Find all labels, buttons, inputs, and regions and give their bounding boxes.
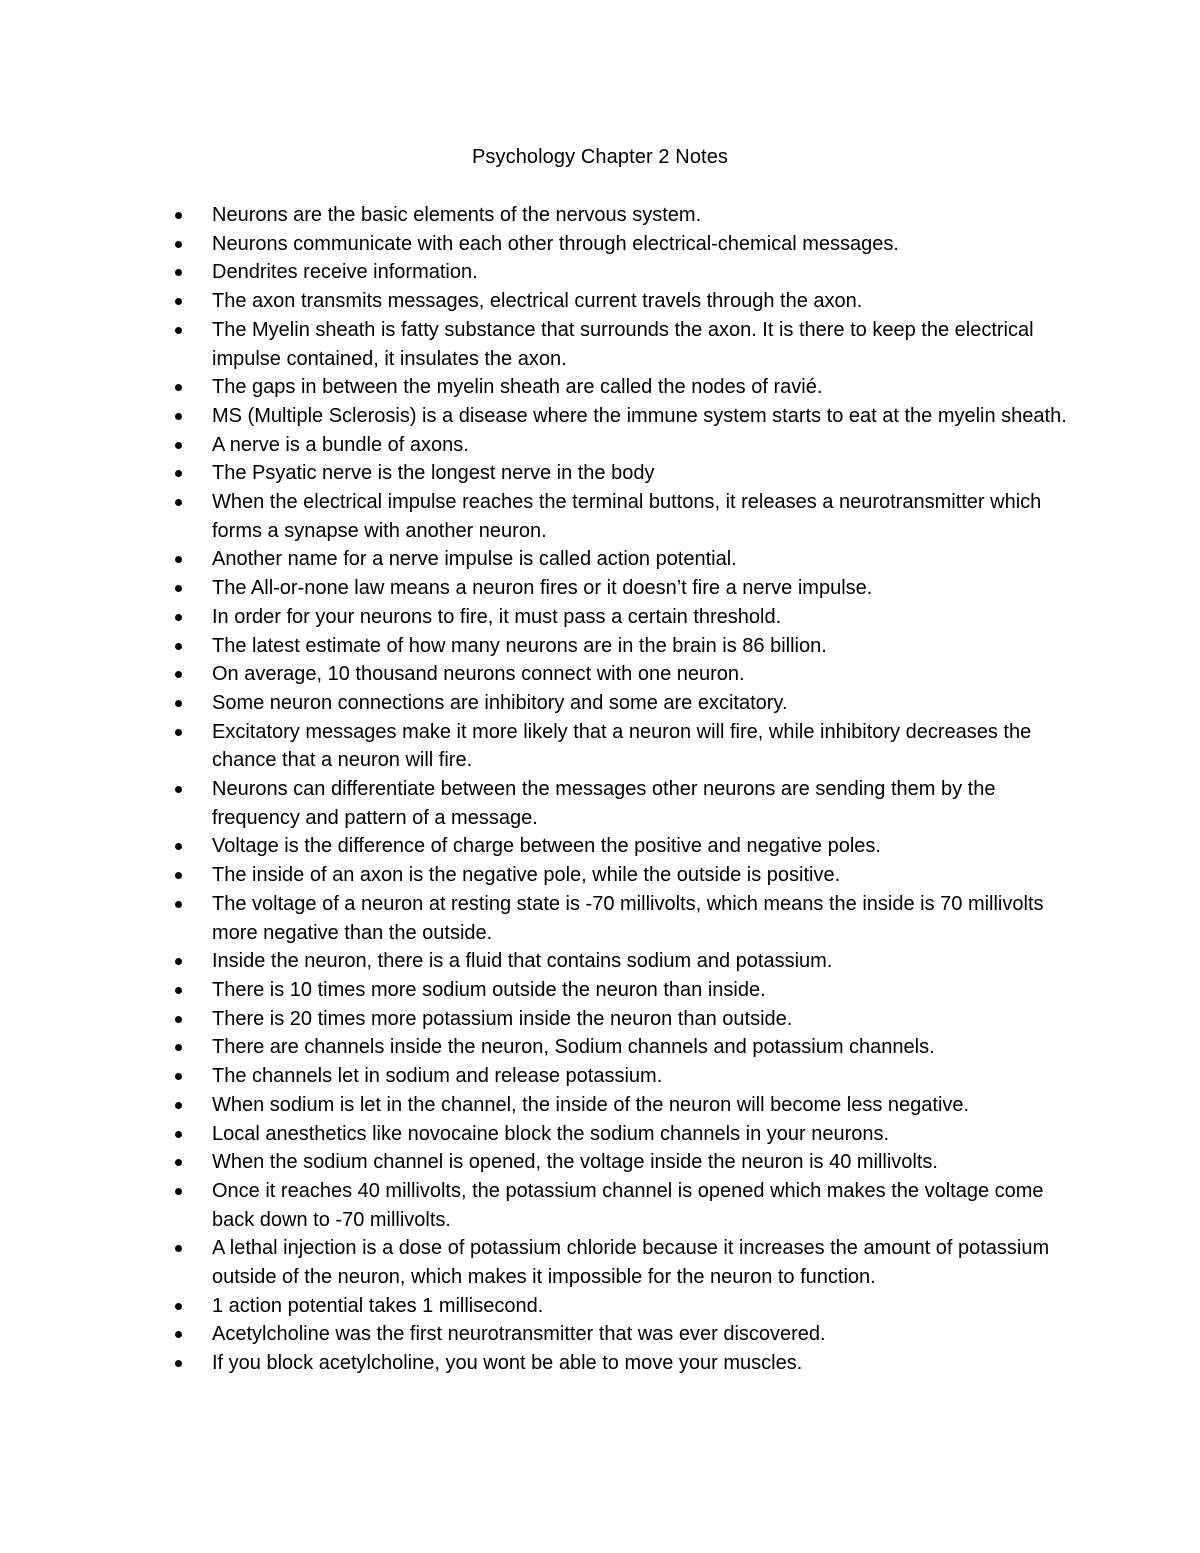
- bullet-icon: [175, 872, 182, 879]
- bullet-icon: [175, 298, 182, 305]
- note-text: On average, 10 thousand neurons connect with one neuron.: [212, 663, 745, 686]
- note-text: Voltage is the difference of charge between the positive and negative poles.: [212, 835, 881, 858]
- note-text: There is 20 times more potassium inside the neuron than outside.: [212, 1007, 793, 1030]
- list-item: [212, 689, 1072, 718]
- bullet-icon: [175, 556, 182, 563]
- list-item: [212, 1320, 1072, 1349]
- note-text: The All-or-none law means a neuron fires or it doesn’t fire a nerve impulse.: [212, 577, 873, 600]
- note-text: Once it reaches 40 millivolts, the potassium channel is opened which makes the voltage come back down to -70 millivolts.: [212, 1179, 1044, 1231]
- list-item: [212, 603, 1072, 632]
- list-item: [212, 230, 1072, 259]
- list-item: [212, 976, 1072, 1005]
- list-item: [212, 545, 1072, 574]
- list-item: [212, 402, 1072, 431]
- document-title: Psychology Chapter 2 Notes: [471, 146, 729, 168]
- list-item: [212, 201, 1072, 230]
- list-item: [212, 287, 1072, 316]
- list-item: [212, 1349, 1072, 1378]
- list-item: [212, 459, 1072, 488]
- bullet-icon: [175, 700, 182, 707]
- note-text: A nerve is a bundle of axons.: [212, 433, 469, 456]
- bullet-icon: [175, 1159, 182, 1166]
- bullet-icon: [175, 1016, 182, 1023]
- note-text: The channels let in sodium and release potassium.: [212, 1065, 663, 1088]
- bullet-icon: [175, 585, 182, 592]
- notes-list: [212, 201, 1072, 1378]
- note-text: Dendrites receive information.: [212, 261, 478, 284]
- bullet-icon: [175, 671, 182, 678]
- bullet-icon: [175, 470, 182, 477]
- list-item: [212, 373, 1072, 402]
- list-item: [212, 890, 1072, 947]
- note-text: Inside the neuron, there is a fluid that contains sodium and potassium.: [212, 950, 833, 973]
- list-item: [212, 947, 1072, 976]
- bullet-icon: [175, 958, 182, 965]
- note-text: Some neuron connections are inhibitory and some are excitatory.: [212, 691, 788, 714]
- note-text: 1 action potential takes 1 millisecond.: [212, 1294, 544, 1317]
- list-item: [212, 861, 1072, 890]
- note-text: Neurons are the basic elements of the nervous system.: [212, 204, 702, 226]
- list-item: [212, 660, 1072, 689]
- note-text: A lethal injection is a dose of potassium chloride because it increases the amount of potassium outside of the neuron, which makes it impossible for the neuron to function.: [212, 1237, 1050, 1289]
- bullet-icon: [175, 643, 182, 650]
- bullet-icon: [175, 1188, 182, 1195]
- bullet-icon: [175, 1360, 182, 1367]
- bullet-icon: [175, 1102, 182, 1109]
- note-text: Neurons can differentiate between the messages other neurons are sending them by the frequency and pattern of a message.: [212, 778, 996, 829]
- note-text: When the electrical impulse reaches the terminal buttons, it releases a neurotransmitter which forms a synapse with another neuron.: [212, 491, 1042, 542]
- bullet-icon: [175, 1044, 182, 1051]
- bullet-icon: [175, 1303, 182, 1310]
- note-text: The inside of an axon is the negative pole, while the outside is positive.: [212, 864, 841, 887]
- note-text: If you block acetylcholine, you wont be able to move your muscles.: [212, 1352, 803, 1375]
- note-text: MS (Multiple Sclerosis) is a disease where the immune system starts to eat at the myelin sheath.: [212, 404, 1067, 427]
- note-text: The gaps in between the myelin sheath are called the nodes of ravié.: [212, 376, 823, 399]
- list-item: [212, 258, 1072, 287]
- bullet-icon: [175, 1073, 182, 1080]
- bullet-icon: [175, 327, 182, 334]
- note-text: There are channels inside the neuron, Sodium channels and potassium channels.: [212, 1036, 935, 1059]
- list-item: [212, 488, 1072, 545]
- list-item: [212, 775, 1072, 832]
- bullet-icon: [175, 413, 182, 420]
- note-text: The latest estimate of how many neurons are in the brain is 86 billion.: [212, 634, 827, 657]
- list-item: [212, 1091, 1072, 1120]
- bullet-icon: [175, 614, 182, 621]
- note-text: The axon transmits messages, electrical current travels through the axon.: [212, 290, 863, 313]
- note-text: There is 10 times more sodium outside the neuron than inside.: [212, 978, 766, 1001]
- bullet-icon: [175, 901, 182, 908]
- list-item: [212, 574, 1072, 603]
- bullet-icon: [175, 1131, 182, 1138]
- note-text: When sodium is let in the channel, the inside of the neuron will become less negative.: [212, 1093, 970, 1116]
- note-text: When the sodium channel is opened, the voltage inside the neuron is 40 millivolts.: [212, 1151, 938, 1174]
- bullet-icon: [175, 1331, 182, 1338]
- list-item: [212, 1005, 1072, 1034]
- note-text: The voltage of a neuron at resting state is -70 millivolts, which means the inside is 70 millivolts more negative than the outside.: [212, 892, 1044, 944]
- list-item: [212, 1292, 1072, 1321]
- note-text: Local anesthetics like novocaine block the sodium channels in your neurons.: [212, 1122, 890, 1145]
- list-item: [212, 431, 1072, 460]
- list-item: [212, 1177, 1072, 1234]
- note-text: The Myelin sheath is fatty substance that surrounds the axon. It is there to keep the electrical impulse contained, it insulates the axon.: [212, 318, 1034, 370]
- list-item: [212, 1234, 1072, 1291]
- bullet-icon: [175, 786, 182, 793]
- note-text: Acetylcholine was the first neurotransmitter that was ever discovered.: [212, 1323, 826, 1346]
- note-text: Neurons communicate with each other through electrical-chemical messages.: [212, 232, 899, 255]
- bullet-icon: [175, 499, 182, 506]
- list-item: [212, 718, 1072, 775]
- list-item: [212, 1033, 1072, 1062]
- bullet-icon: [175, 843, 182, 850]
- bullet-icon: [175, 729, 182, 736]
- list-item: [212, 832, 1072, 861]
- list-item: [212, 632, 1072, 661]
- note-text: Excitatory messages make it more likely that a neuron will fire, while inhibitory decreases the chance that a neuron will fire.: [212, 720, 1032, 772]
- bullet-icon: [175, 442, 182, 449]
- bullet-icon: [175, 269, 182, 276]
- bullet-icon: [175, 1245, 182, 1252]
- bullet-icon: [175, 212, 182, 219]
- bullet-icon: [175, 241, 182, 248]
- note-text: The Psyatic nerve is the longest nerve in the body: [212, 462, 655, 485]
- list-item: [212, 1148, 1072, 1177]
- bullet-icon: [175, 384, 182, 391]
- note-text: In order for your neurons to fire, it must pass a certain threshold.: [212, 605, 782, 628]
- note-text: Another name for a nerve impulse is called action potential.: [212, 548, 737, 571]
- bullet-icon: [175, 987, 182, 994]
- list-item: [212, 316, 1072, 373]
- list-item: [212, 1062, 1072, 1091]
- list-item: [212, 1120, 1072, 1149]
